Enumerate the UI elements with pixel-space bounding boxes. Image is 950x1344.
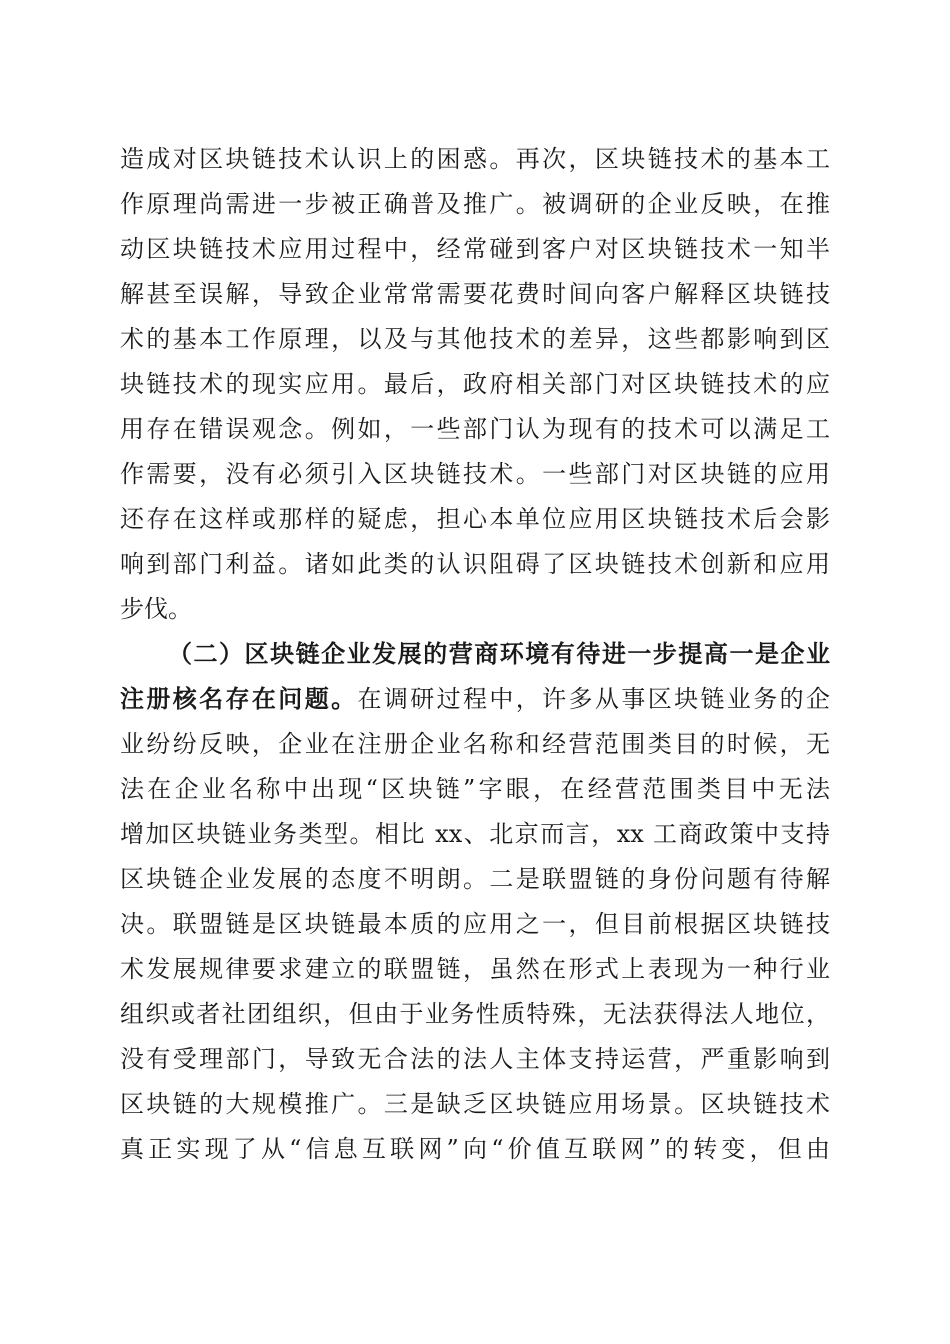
paragraph-line: 区块链的大规模推广。三是缺乏区块链应用场景。区块链技术 <box>120 1090 830 1118</box>
paragraph-line: 块链技术的现实应用。最后，政府相关部门对区块链技术的应 <box>120 370 830 398</box>
paragraph-line: 组织或者社团组织，但由于业务性质特殊，无法获得法人地位， <box>120 1000 830 1028</box>
bold-lead: 注册核名存在问题。 <box>120 684 358 713</box>
paragraph-line: 术的基本工作原理，以及与其他技术的差异，这些都影响到区 <box>120 325 830 353</box>
paragraph-line: 术发展规律要求建立的联盟链，虽然在形式上表现为一种行业 <box>120 955 830 983</box>
paragraph-line: 作原理尚需进一步被正确普及推广。被调研的企业反映，在推 <box>120 190 830 218</box>
section-heading: （二）区块链企业发展的营商环境有待进一步提高一是企业 <box>168 639 830 668</box>
paragraph-line: 解甚至误解，导致企业常常需要花费时间向客户解释区块链技 <box>120 280 830 308</box>
paragraph-line: 步伐。 <box>120 595 192 623</box>
paragraph-line: 真正实现了从“信息互联网”向“价值互联网”的转变，但由 <box>120 1135 830 1163</box>
paragraph-line: 用存在错误观念。例如，一些部门认为现有的技术可以满足工 <box>120 415 830 443</box>
paragraph-line: 没有受理部门，导致无合法的法人主体支持运营，严重影响到 <box>120 1045 830 1073</box>
paragraph-line <box>120 677 830 721</box>
paragraph-2 <box>120 632 830 1172</box>
paragraph-line: 作需要，没有必须引入区块链技术。一些部门对区块链的应用 <box>120 460 830 488</box>
paragraph-line: 增加区块链业务类型。相比 xx、北京而言，xx 工商政策中支持 <box>120 820 830 848</box>
paragraph-line: 造成对区块链技术认识上的困惑。再次，区块链技术的基本工 <box>120 145 830 173</box>
paragraph-line: 决。联盟链是区块链最本质的应用之一，但目前根据区块链技 <box>120 910 830 938</box>
paragraph-line: 动区块链技术应用过程中，经常碰到客户对区块链技术一知半 <box>120 235 830 263</box>
paragraph-line: 业纷纷反映，企业在注册企业名称和经营范围类目的时候，无 <box>120 730 830 758</box>
paragraph-line: 法在企业名称中出现“区块链”字眼，在经营范围类目中无法 <box>120 775 830 803</box>
paragraph-line: 响到部门利益。诸如此类的认识阻碍了区块链技术创新和应用 <box>120 550 830 578</box>
paragraph-line: 还存在这样或那样的疑虑，担心本单位应用区块链技术后会影 <box>120 505 830 533</box>
paragraph-1 <box>120 137 830 627</box>
paragraph-line: 区块链企业发展的态度不明朗。二是联盟链的身份问题有待解 <box>120 865 830 893</box>
line-rest: 在调研过程中，许多从事区块链业务的企 <box>357 685 830 713</box>
